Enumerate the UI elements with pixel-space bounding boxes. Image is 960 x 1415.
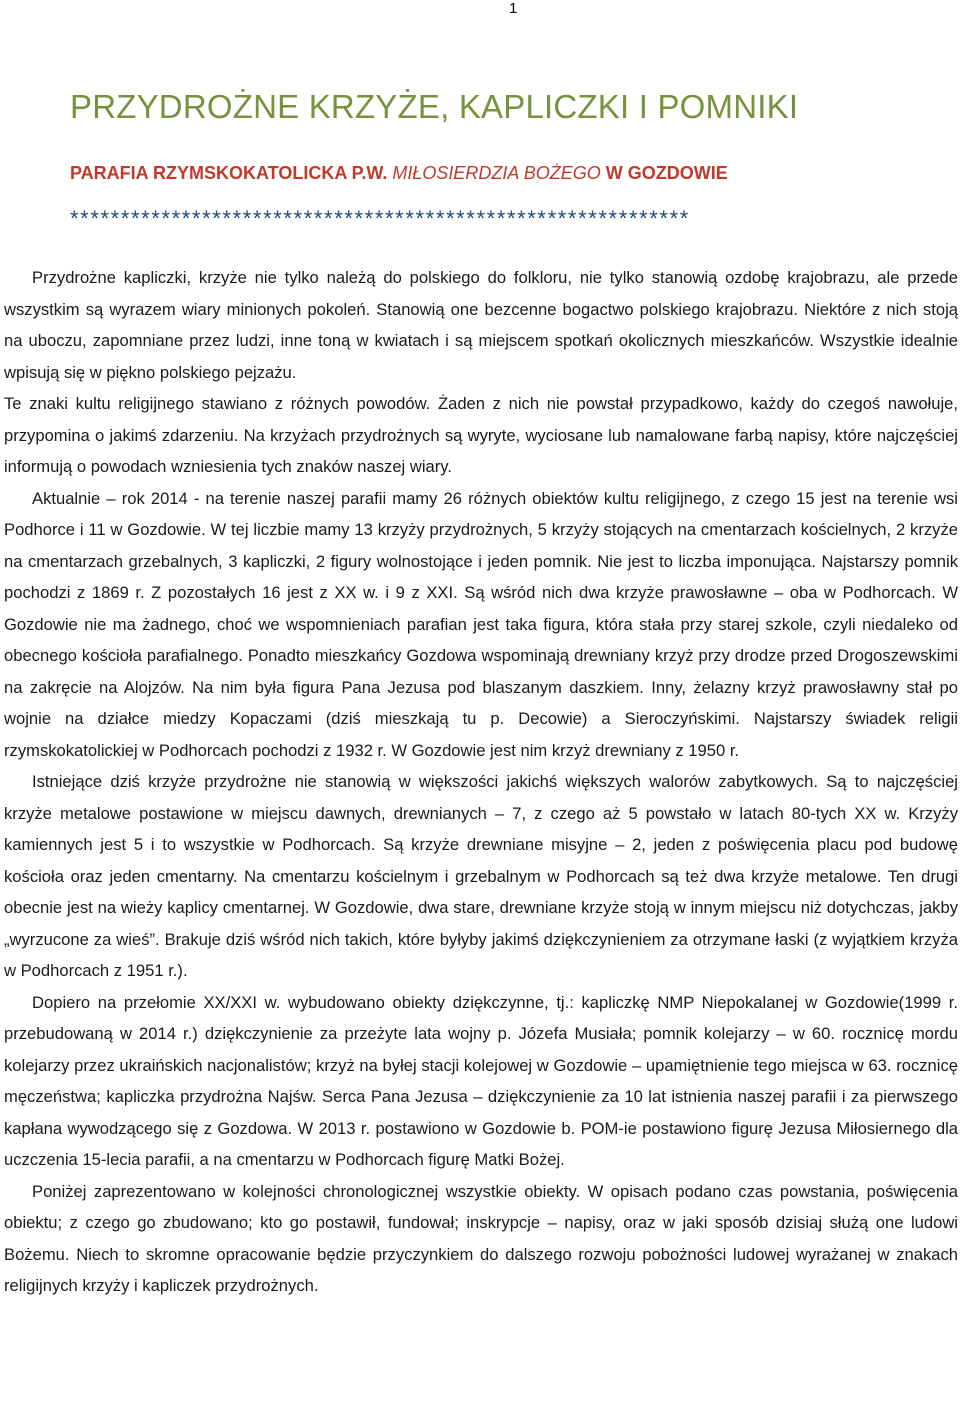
paragraph-2: Te znaki kultu religijnego stawiano z różnych powodów. Żaden z nich nie powstał przypadkowo, każdy do czegoś nawołuje, przypomina o jakimś zdarzeniu. Na krzyżach przydrożnych są wyryte, wyciosane lub namalowane farbą napisy, które najczęściej informują o powodach wzniesienia tych znaków naszej wiary. xyxy=(4,394,958,476)
paragraph-3: Aktualnie – rok 2014 - na terenie naszej parafii mamy 26 różnych obiektów kultu religijnego, z czego 15 jest na terenie wsi Podhorce i 11 w Gozdowie. W tej liczbie mamy 13 krzyży przydrożnych, 5 krzyży stojących na cmentarzach kościelnych, 2 krzyże na cmentarzach grzebalnych, 3 kapliczki, 2 figury wolnostojące i jeden pomnik. Nie jest to liczba imponująca. Najstarszy pomnik pochodzi z 1869 r. Z pozostałych 16 jest z XX w. i 9 z XXI. Są wśród nich dwa krzyże prawosławne – oba w Podhorcach. W Gozdowie nie ma żadnego, choć we wspomnieniach parafian jest taka figura, która stała przy starej szkole, czyli niedaleko od obecnego kościoła parafialnego. Ponadto mieszkańcy Gozdowa wspominają drewniany krzyż przy drodze przed Drogoszewskimi na zakręcie na Alojzów. Na nim była figura Pana Jezusa pod blaszanym daszkiem. Inny, żelazny krzyż prawosławny stał po wojnie na działce miedzy Kopaczami (dziś mieszkają tu p. Decowie) a Sieroczyńskimi. Najstarszy świadek religii rzymskokatolickiej w Podhorcach pochodzi z 1932 r. W Gozdowie jest nim krzyż drewniany z 1950 r. xyxy=(4,488,958,760)
subtitle-part-1: PARAFIA RZYMSKOKATOLICKA P.W. xyxy=(70,163,393,183)
paragraph-1: Przydrożne kapliczki, krzyże nie tylko należą do polskiego do folkloru, nie tylko stanowią ozdobę krajobrazu, ale przede wszystkim są wyrazem wiary minionych pokoleń. Stanowią one bezcenne bogactwo polskiego krajobrazu. Niektóre z nich stoją na uboczu, zapomniane przez ludzi, inne toną w kwiatach i są miejscem spotkań okolicznych mieszkańców. Wszystkie idealnie wpisują się w piękno polskiego pejzażu. xyxy=(4,268,958,382)
paragraph-6: Poniżej zaprezentowano w kolejności chronologicznej wszystkie obiekty. W opisach podano czas powstania, poświęcenia obiektu; z czego go zbudowano; kto go postawił, fundował; inskrypcje – napisy, oraz w jaki sposób dzisiaj służą one ludowi Bożemu. Niech to skromne opracowanie będzie przyczynkiem do dalszego rozwoju pobożności ludowej wyrażanej w znakach religijnych krzyży i kapliczek przydrożnych. xyxy=(4,1181,958,1295)
document-title: PRZYDROŻNE KRZYŻE, KAPLICZKI I POMNIKI xyxy=(70,88,799,125)
body-text xyxy=(4,262,958,1302)
subtitle-part-3: W GOZDOWIE xyxy=(600,163,728,183)
separator-stars: ************************************************************* xyxy=(70,206,690,231)
page-number: 1 xyxy=(509,0,518,17)
paragraph-4: Istniejące dziś krzyże przydrożne nie stanowią w większości jakichś większych walorów zabytkowych. Są to najczęściej krzyże metalowe postawione w miejscu dawnych, drewnianych – 7, z czego aż 5 powstało w latach 80-tych XX w. Krzyży kamiennych jest 5 i to wszystkie w Podhorcach. Są krzyże drewniane misyjne – 2, jeden z poświęcenia placu pod budowę kościoła oraz jeden cmentarny. Na cmentarzu kościelnym i grzebalnym w Podhorcach są też dwa krzyże metalowe. Ten drugi obecnie jest na wieży kaplicy cmentarnej. W Gozdowie, dwa stare, drewniane krzyże stoją w innym miejscu niż dotychczas, jakby „wyrzucone za wieś”. Brakuje dziś wśród nich takich, które byłyby jakimś dziękczynieniem za otrzymane łaski (z wyjątkiem krzyża w Podhorcach z 1951 r.). xyxy=(4,772,958,980)
document-subtitle xyxy=(70,163,728,184)
paragraph-5: Dopiero na przełomie XX/XXI w. wybudowano obiekty dziękczynne, tj.: kapliczkę NMP Niepokalanej w Gozdowie(1999 r. przebudowaną w 2014 r.) dziękczynienie za przeżyte lata wojny p. Józefa Musiała; pomnik kolejarzy – w 60. rocznicę mordu kolejarzy przez ukraińskich nacjonalistów; krzyż na byłej stacji kolejowej w Gozdowie – upamiętnienie tego miejsca w 63. rocznicę męczeństwa; kapliczka przydrożna Najśw. Serca Pana Jezusa – dziękczynienie za 10 lat istnienia naszej parafii i za pierwszego kapłana wywodzącego się z Gozdowa. W 2013 r. postawiono w Gozdowie b. POM-ie postawiono figurę Jezusa Miłosiernego dla uczczenia 15-lecia parafii, a na cmentarzu w Podhorcach figurę Matki Bożej. xyxy=(4,992,958,1169)
subtitle-part-2: MIŁOSIERDZIA BOŻEGO xyxy=(392,163,601,183)
